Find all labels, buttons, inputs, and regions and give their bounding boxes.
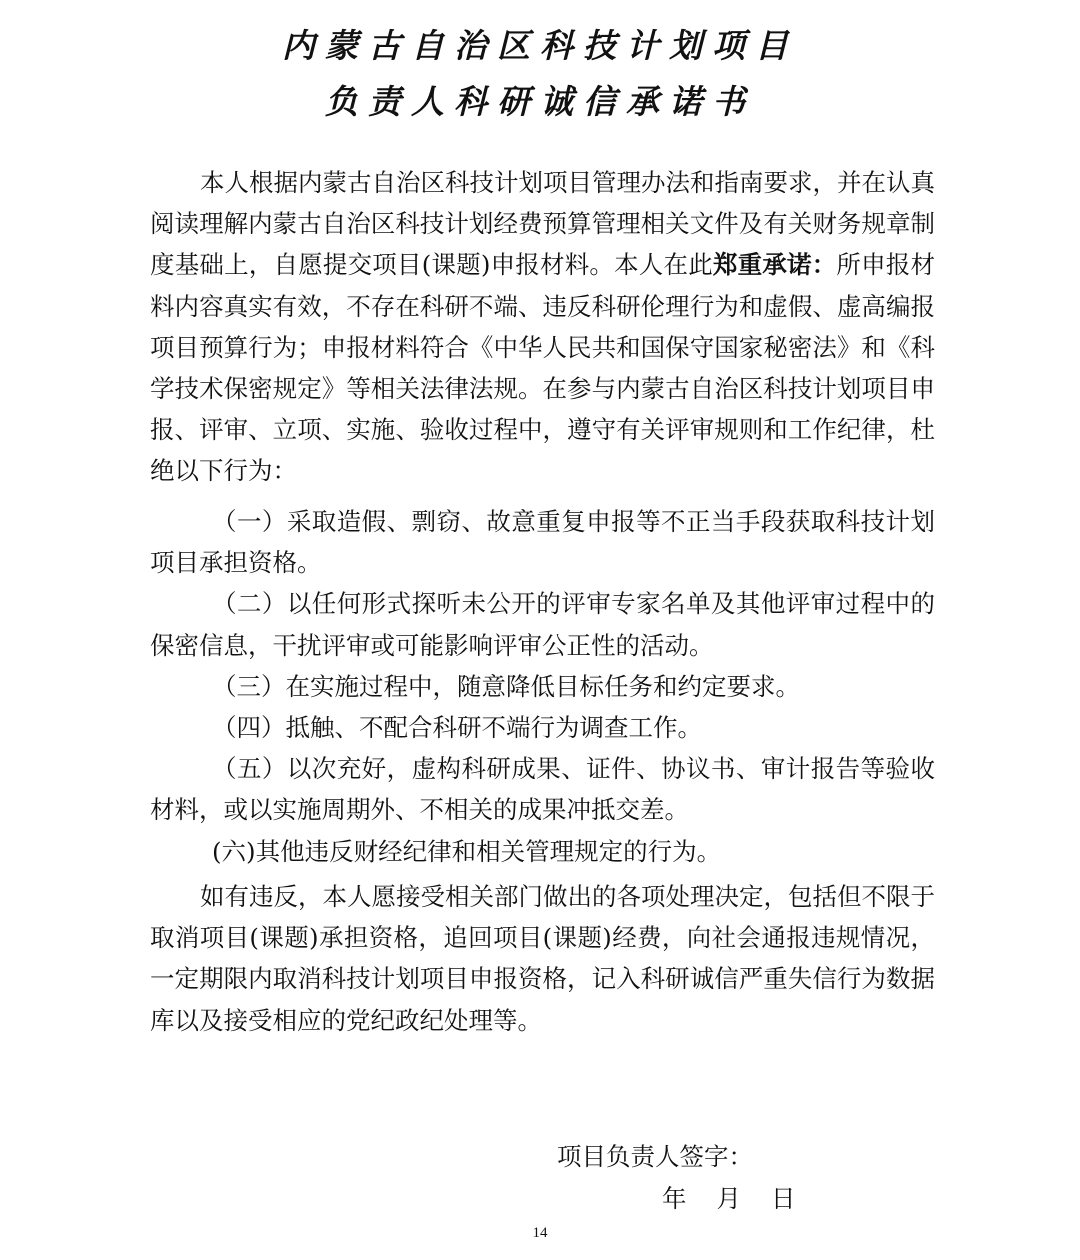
list-item: （三）在实施过程中，随意降低目标任务和约定要求。 — [212, 671, 800, 701]
list-item: （二）以任何形式探听未公开的评审专家名单及其他评审过程中的保密信息，干扰评审或可能影响评审公正性的活动。 — [150, 589, 935, 660]
date-year: 年 — [662, 1184, 687, 1213]
list-item: （一）采取造假、剽窃、故意重复申报等不正当手段获取科技计划项目承担资格。 — [150, 507, 935, 578]
page-number: 14 — [532, 1225, 548, 1241]
closing-paragraph: 如有违反，本人愿接受相关部门做出的各项处理决定，包括但不限于取消项目(课题)承担资格，追回项目(课题)经费，向社会通报违规情况，一定期限内取消科技计划项目申报资格，记入科研诚信严重失信行为数据库以及接受相应的党纪政纪处理等。 — [150, 882, 935, 1035]
date-day: 日 — [771, 1184, 796, 1213]
list-item: （五）以次充好，虚构科研成果、证件、协议书、审计报告等验收材料，或以实施周期外、不相关的成果冲抵交差。 — [150, 754, 935, 825]
intro-text-part1: 本人根据内蒙古自治区科技计划项目管理办法和指南要求，并在认真阅读理解内蒙古自治区科技计划经费预算管理相关文件及有关财务规章制度基础上，自愿提交项目(课题)申报材料。本人在此 — [150, 168, 935, 280]
intro-text-part2: 所申报材料内容真实有效，不存在科研不端、违反科研伦理行为和虚假、虚高编报项目预算行为；申报材料符合《中华人民共和国保守国家秘密法》和《科学技术保密规定》等相关法律法规。在参与内蒙古自治区科技计划项目申报、评审、立项、实施、验收过程中，遵守有关评审规则和工作纪律，杜绝以下行为： — [150, 250, 936, 486]
signature-date — [662, 1180, 796, 1215]
document-title-line2: 负责人科研诚信承诺书 — [325, 82, 755, 121]
list-item: （四）抵触、不配合科研不端行为调查工作。 — [212, 713, 702, 743]
prohibited-behaviors-list — [150, 501, 935, 872]
signature-label: 项目负责人签字： — [557, 1142, 753, 1171]
intro-paragraph — [150, 162, 935, 492]
list-item: (六)其他违反财经纪律和相关管理规定的行为。 — [212, 836, 722, 866]
intro-emphasis: 郑重承诺： — [712, 250, 837, 280]
document-title-line1: 内蒙古自治区科技计划项目 — [282, 26, 798, 65]
date-month: 月 — [716, 1184, 741, 1213]
